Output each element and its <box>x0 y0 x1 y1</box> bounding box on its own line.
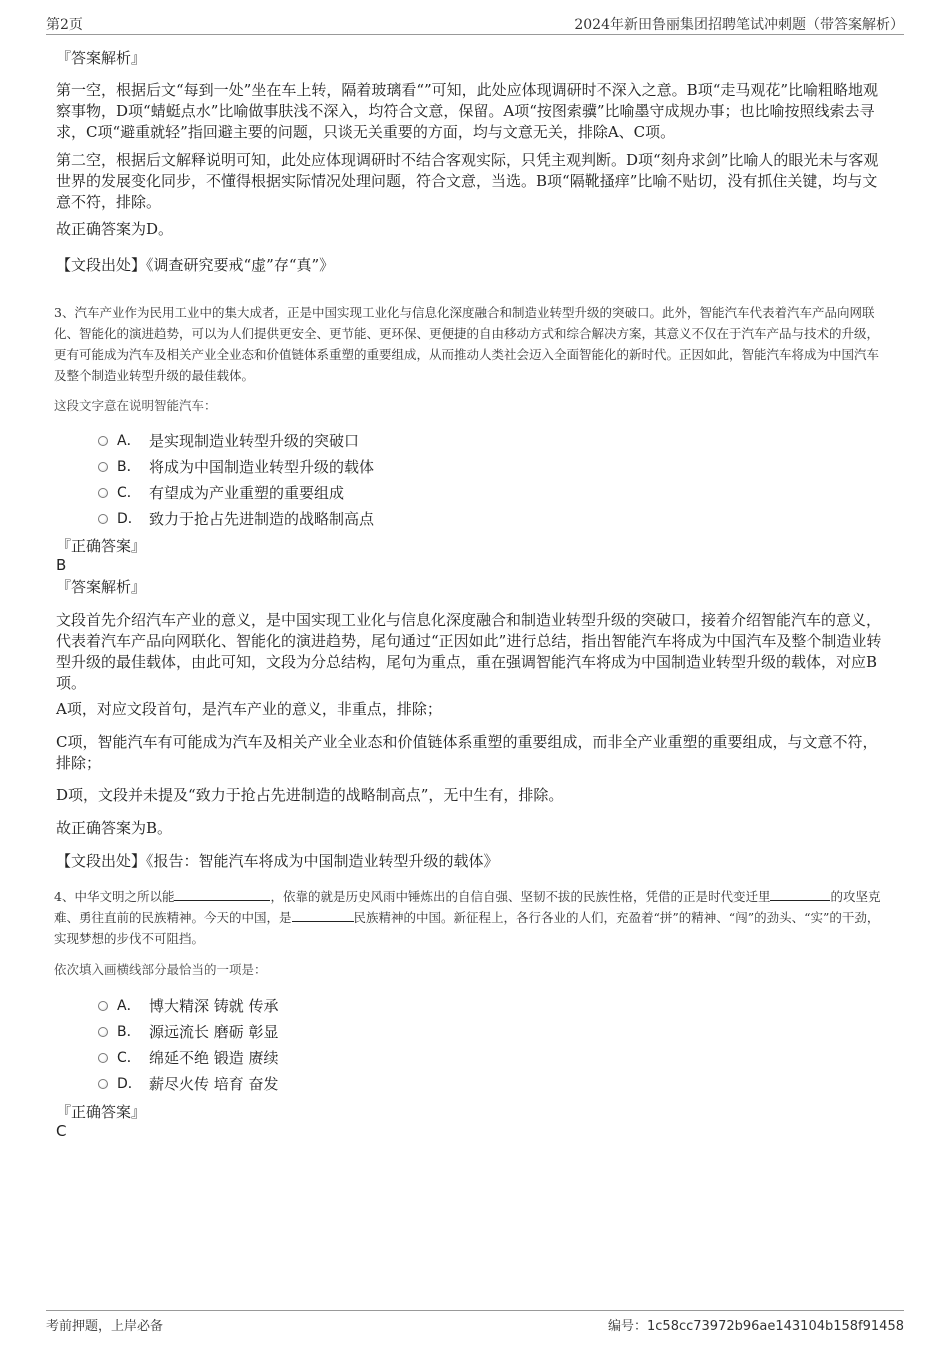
q3-correct-title: 『正确答案』 <box>56 537 147 555</box>
q3-option-a[interactable]: A． 是实现制造业转型升级的突破口 <box>98 428 374 454</box>
q4-correct-answer: C <box>56 1122 67 1140</box>
q3-option-d[interactable]: D． 致力于抢占先进制造的战略制高点 <box>98 506 374 532</box>
q4-option-c[interactable]: C． 绵延不绝 锻造 赓续 <box>98 1045 279 1071</box>
document-code: 编号：1c58cc73972b96ae143104b158f91458 <box>607 1319 904 1334</box>
q3-analysis-para3: C项，智能汽车有可能成为汽车及相关产业全业态和价值链体系重塑的重要组成，而非全产业重塑的重要组成，与文意不符，排除； <box>56 733 878 772</box>
q3-analysis-para2: A项，对应文段首句，是汽车产业的意义，非重点，排除； <box>56 700 442 718</box>
q3-question: 这段文字意在说明智能汽车： <box>54 398 217 413</box>
q2-source: 【文段出处】《调查研究要戒“虚”存“真”》 <box>56 256 335 274</box>
q3-analysis-para1: 文段首先介绍汽车产业的意义，是中国实现工业化与信息化深度融合和制造业转型升级的突破口，接着介绍智能汽车的意义，代表着汽车产品向网联化、智能化的演进趋势，尾句通过“正因如此”进行总结，指出智能汽车将成为中国汽车及整个制造业转型升级的最佳载体，由此可知，文段为分总结构，尾句为重点，重在强调智能汽车将成为中国制造业转型升级的载体，对应B项。 <box>56 611 882 692</box>
q2-analysis-para2: 第二空，根据后文解释说明可知，此处应体现调研时不结合客观实际，只凭主观判断。D项“刻舟求剑”比喻人的眼光未与客观世界的发展变化同步，不懂得根据实际情况处理问题，符合文意，当选。B项“隔靴搔痒”比喻不贴切，没有抓住关键，均与文意不符，排除。 <box>56 151 879 211</box>
q3-analysis-para4: D项，文段并未提及“致力于抢占先进制造的战略制高点”，无中生有，排除。 <box>56 786 564 804</box>
page-header <box>46 12 904 35</box>
q4-option-b[interactable]: B． 源远流长 磨砺 彰显 <box>98 1019 279 1045</box>
q4-correct-title: 『正确答案』 <box>56 1103 147 1121</box>
q3-source: 【文段出处】《报告：智能汽车将成为中国制造业转型升级的载体》 <box>56 852 499 870</box>
q4-option-d[interactable]: D． 薪尽火传 培育 奋发 <box>98 1071 279 1097</box>
radio-icon[interactable] <box>98 514 108 524</box>
q4-options <box>98 993 279 1097</box>
footer-slogan: 考前押题，上岸必备 <box>46 1319 164 1334</box>
q2-conclusion: 故正确答案为D。 <box>56 220 174 238</box>
radio-icon[interactable] <box>98 488 108 498</box>
q4-option-a[interactable]: A． 博大精深 铸就 传承 <box>98 993 279 1019</box>
page-number: 第2页 <box>46 17 83 33</box>
q3-stem: 3、汽车产业作为民用工业中的集大成者，正是中国实现工业化与信息化深度融合和制造业转型升级的突破口。此外，智能汽车代表着汽车产品向网联化、智能化的演进趋势，可以为人们提供更安全、更节能、更环保、更便捷的自由移动方式和综合解决方案，其意义不仅在于汽车产品与技术的升级，更有可能成为汽车及相关产业全业态和价值链体系重塑的重要组成，从而推动人类社会迈入全面智能化的新时代。正因如此，智能汽车将成为中国汽车及整个制造业转型升级的最佳载体。 <box>54 305 880 383</box>
document-title: 2024年新田鲁丽集团招聘笔试冲刺题（带答案解析） <box>574 17 904 33</box>
q3-conclusion: 故正确答案为B。 <box>56 819 173 837</box>
radio-icon[interactable] <box>98 436 108 446</box>
blank-line-1 <box>174 887 270 901</box>
q2-analysis-title: 『答案解析』 <box>56 49 147 67</box>
q2-analysis-para1: 第一空，根据后文“每到一处”坐在车上转，隔着玻璃看“”可知，此处应体现调研时不深入之意。B项“走马观花”比喻粗略地观察事物，D项“蜻蜓点水”比喻做事肤浅不深入，均符合文意，保留。A项“按图索骥”比喻墨守成规办事；也比喻按照线索去寻求，C项“避重就轻”指回避主要的问题，只谈无关重要的方面，均与文意无关，排除A、C项。 <box>56 81 879 141</box>
q3-analysis-title: 『答案解析』 <box>56 578 147 596</box>
radio-icon[interactable] <box>98 1053 108 1063</box>
radio-icon[interactable] <box>98 1079 108 1089</box>
blank-line-3 <box>292 908 354 922</box>
q3-correct-answer: B <box>56 556 67 574</box>
q4-stem: 4、中华文明之所以能 ，依靠的就是历史风雨中锤炼出的自信自强、坚韧不拔的民族性格，凭借的正是时代变迁里 的攻坚克难、勇往直前的民族精神。今天的中国，是 民族精神的中国。新征程上，各行各业的人们，充盈着“拼”的精神、“闯”的劲头、“实”的干劲，实现梦想的步伐不可阻挡。 <box>54 889 881 946</box>
page-footer <box>46 1310 904 1333</box>
q3-options <box>98 428 374 532</box>
radio-icon[interactable] <box>98 462 108 472</box>
q4-question: 依次填入画横线部分最恰当的一项是： <box>54 962 267 977</box>
q3-option-b[interactable]: B． 将成为中国制造业转型升级的载体 <box>98 454 374 480</box>
radio-icon[interactable] <box>98 1001 108 1011</box>
radio-icon[interactable] <box>98 1027 108 1037</box>
blank-line-2 <box>770 887 830 901</box>
q3-option-c[interactable]: C． 有望成为产业重塑的重要组成 <box>98 480 374 506</box>
